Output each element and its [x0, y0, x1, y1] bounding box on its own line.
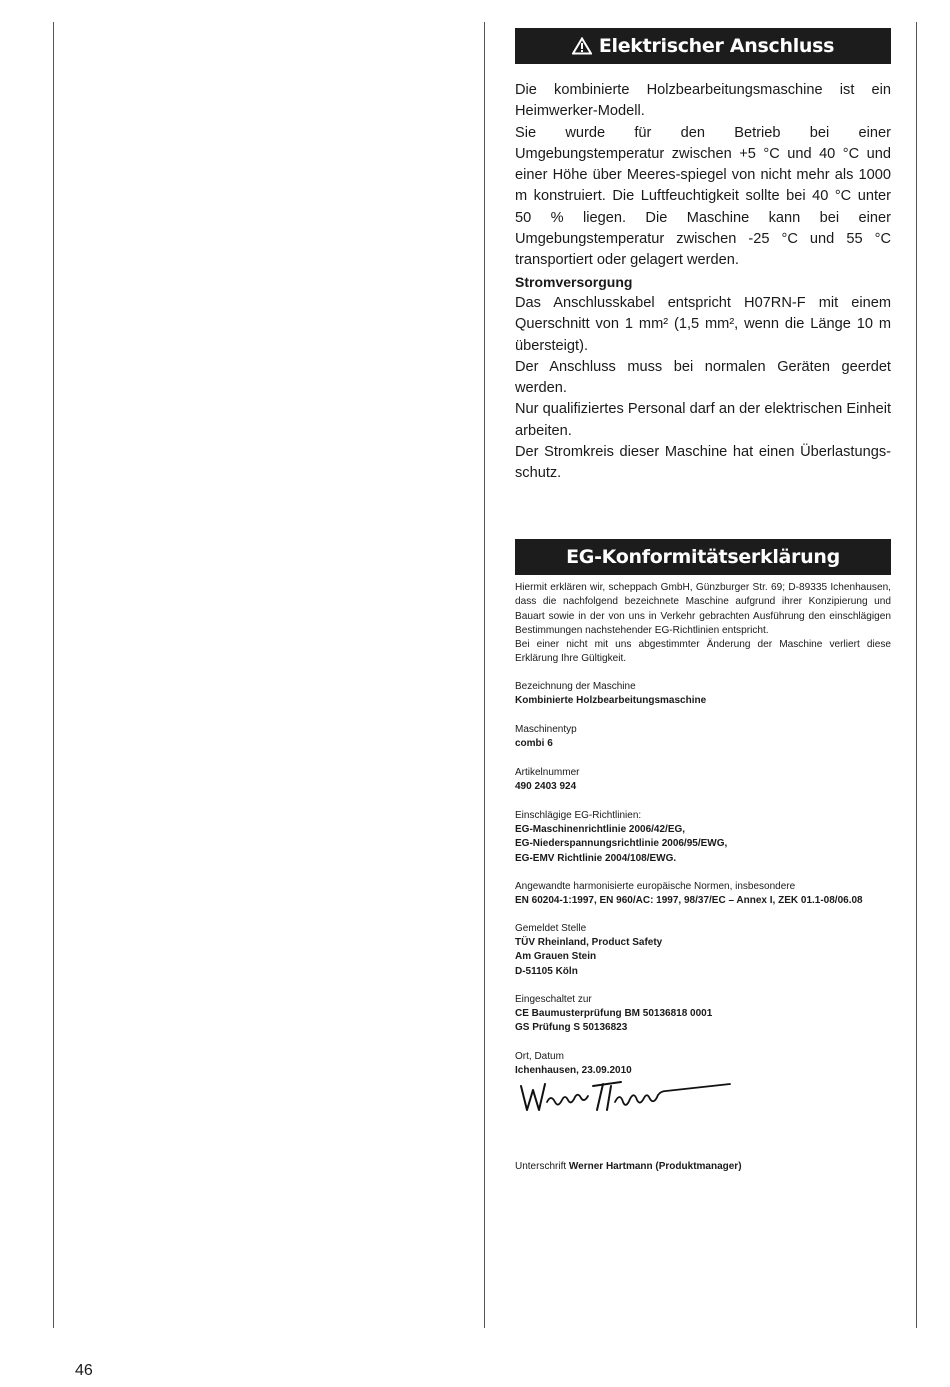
field-maschinentyp — [515, 723, 891, 751]
field-richtlinien — [515, 809, 891, 866]
field-label: Ort, Datum — [515, 1051, 564, 1062]
column-divider-line — [484, 22, 485, 1328]
field-value: D-51105 Köln — [515, 965, 578, 977]
section-intro-text — [515, 80, 891, 272]
field-value: CE Baumusterprüfung BM 50136818 0001 — [515, 1008, 713, 1020]
field-value: EG-Maschinenrichtlinie 2006/42/EG, — [515, 824, 686, 836]
paragraph: Der Stromkreis dieser Maschine hat einen Überlastungs-schutz. — [515, 444, 891, 482]
field-value: Am Grauen Stein — [515, 951, 597, 963]
section-title: EG-Konformitätserklärung — [566, 546, 840, 568]
field-label: Eingeschaltet zur — [515, 994, 592, 1005]
section-header-elektrischer-anschluss — [515, 28, 891, 64]
paragraph: Nur qualifiziertes Personal darf an der elektrischen Einheit arbeiten. — [515, 401, 891, 439]
field-value: 490 2403 924 — [515, 781, 577, 793]
field-normen — [515, 880, 891, 908]
subheading-stromversorgung: Stromversorgung — [515, 274, 633, 290]
paragraph: Das Anschlusskabel entspricht H07RN-F mit einem Querschnitt von 1 mm² (1,5 mm², wenn die Länge 10 m übersteigt). — [515, 295, 891, 354]
paragraph: Bei einer nicht mit uns abgestimmter Änderung der Maschine verliert diese Erklärung Ihre Gültigkeit. — [515, 639, 891, 665]
field-artikelnummer — [515, 766, 891, 794]
paragraph: Sie wurde für den Betrieb bei einer Umgebungstemperatur zwischen +5 °C und 40 °C und einer Höhe über Meeres-spiegel von nicht mehr als 1000 m konstruiert. Die Luftfeuchtigkeit sollte bei 40 °C unter 50 % liegen. Die Maschine kann bei einer Umgebungstemperatur zwischen -25 °C und 55 °C transportiert oder gelagert werden. — [515, 124, 891, 269]
signature-name: Werner Hartmann (Produktmanager) — [568, 1161, 742, 1172]
power-supply-block — [515, 272, 891, 485]
field-value: Ichenhausen, 23.09.2010 — [515, 1065, 632, 1077]
paragraph: Die kombinierte Holzbearbeitungsmaschine ist ein Heimwerker-Modell. — [515, 82, 891, 120]
field-value: EG-EMV Richtlinie 2004/108/EWG. — [515, 852, 677, 864]
handwritten-signature — [515, 1076, 735, 1116]
signature-prefix: Unterschrift — [515, 1161, 567, 1172]
paragraph: Der Anschluss muss bei normalen Geräten geerdet werden. — [515, 358, 891, 397]
paragraph: Hiermit erklären wir, scheppach GmbH, Günzburger Str. 69; D-89335 Ichenhausen, dass die nachfolgend bezeichnete Maschine aufgrund ihrer Konzipierung und Bauart sowie in der von uns in Verkehr gebrachten Ausführung den einschlägigen Bestimmungen nachstehender EG-Richtlinien entspricht. — [515, 582, 891, 636]
warning-icon — [572, 37, 592, 55]
field-value: combi 6 — [515, 738, 553, 750]
field-label: Gemeldet Stelle — [515, 923, 587, 934]
right-margin-line — [916, 22, 917, 1328]
field-value: EN 60204-1:1997, EN 960/AC: 1997, 98/37/EC – Annex I, ZEK 01.1-08/06.08 — [515, 895, 863, 907]
field-value: GS Prüfung S 50136823 — [515, 1022, 628, 1034]
section-title: Elektrischer Anschluss — [598, 35, 835, 57]
field-bezeichnung — [515, 680, 891, 708]
field-gemeldet-stelle — [515, 922, 891, 979]
page-number: 46 — [75, 1362, 93, 1379]
field-label: Bezeichnung der Maschine — [515, 681, 636, 692]
section-header-eg-konformitaetserklaerung — [515, 539, 891, 575]
declaration-intro — [515, 581, 891, 667]
field-label: Maschinentyp — [515, 724, 577, 735]
field-label: Einschlägige EG-Richtlinien: — [515, 810, 642, 821]
left-margin-line — [53, 22, 54, 1328]
field-label: Angewandte harmonisierte europäische Normen, insbesondere — [515, 881, 796, 892]
field-value: EG-Niederspannungsrichtlinie 2006/95/EWG, — [515, 838, 728, 850]
field-ort-datum — [515, 1050, 891, 1078]
field-label: Artikelnummer — [515, 767, 580, 778]
signature-line — [515, 1160, 891, 1174]
field-value: Kombinierte Holzbearbeitungsmaschine — [515, 695, 707, 707]
field-value: TÜV Rheinland, Product Safety — [515, 937, 663, 949]
field-eingeschaltet — [515, 993, 891, 1036]
